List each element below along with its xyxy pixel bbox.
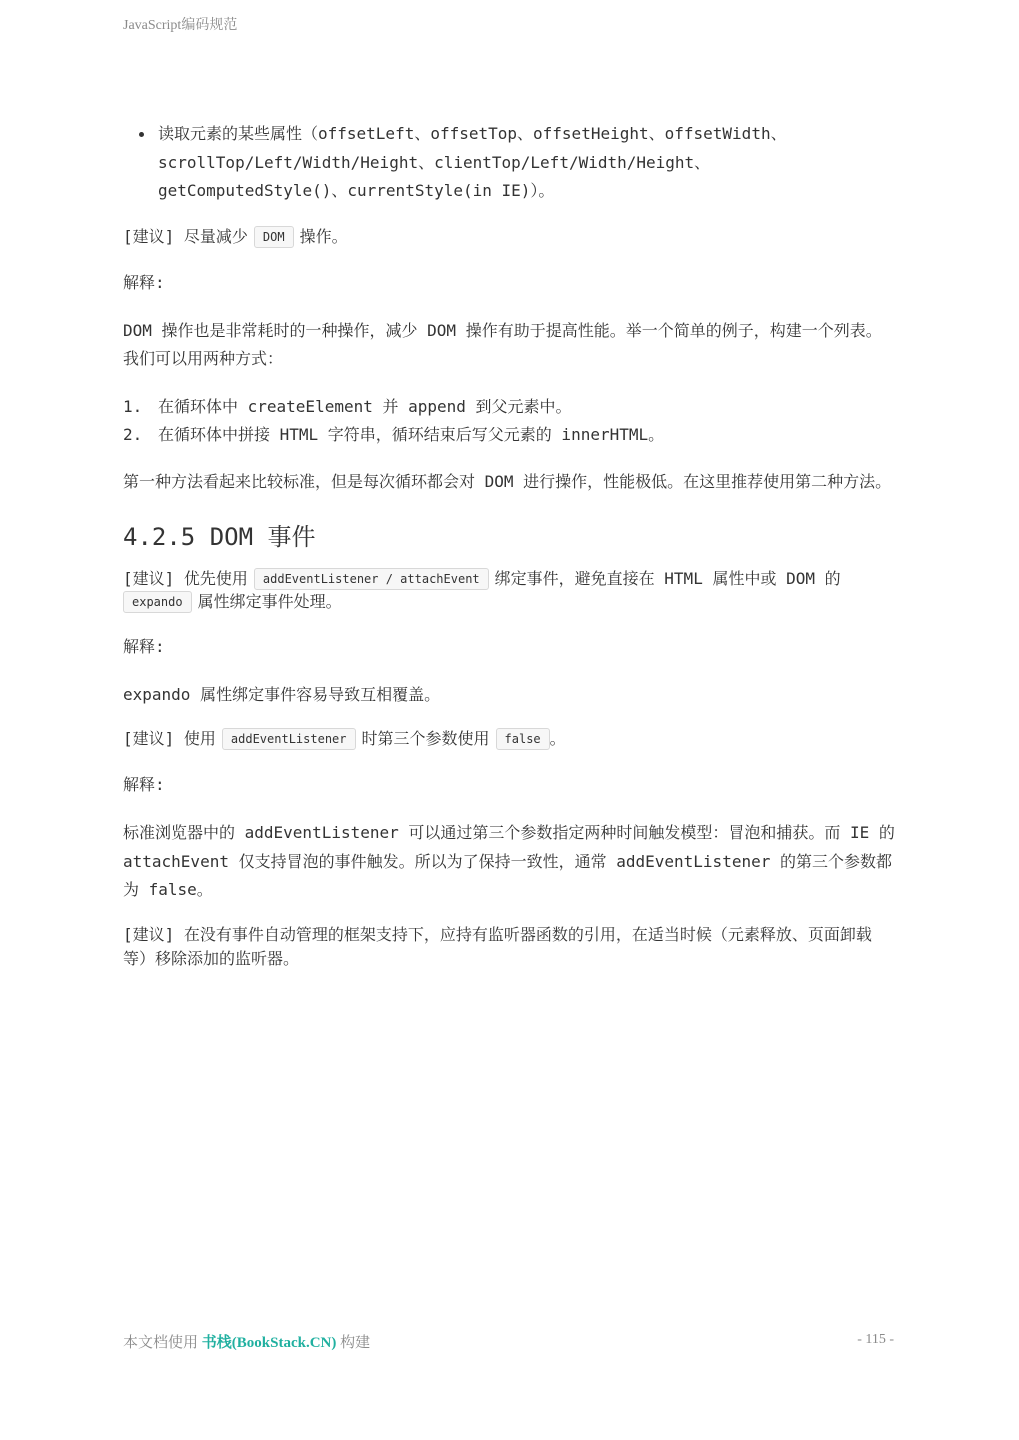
rule-text: [建议] 优先使用 <box>123 569 248 588</box>
inline-code: addEventListener <box>222 728 356 750</box>
footer-text: 构建 <box>340 1335 371 1351</box>
list-text: 在循环体中拼接 HTML 字符串，循环结束后写父元素的 innerHTML。 <box>158 425 665 444</box>
footer-text: 本文档使用 <box>123 1335 199 1351</box>
list-item <box>123 421 895 450</box>
paragraph: 标准浏览器中的 addEventListener 可以通过第三个参数指定两种时间触发模型：冒泡和捕获。而 IE 的 attachEvent 仅支持冒泡的事件触发。所以为了保持一致性，通常 addEventListener 的第三个参数都为 false。 <box>123 823 895 899</box>
section-heading: 4.2.5 DOM 事件 <box>123 523 316 551</box>
page-header-title: JavaScript编码规范 <box>123 18 238 33</box>
rule-text: 绑定事件，避免直接在 HTML 属性中或 DOM 的 <box>494 569 841 588</box>
rule-reduce-dom <box>123 225 895 249</box>
inline-code: expando <box>123 591 192 613</box>
paragraph: expando 属性绑定事件容易导致互相覆盖。 <box>123 685 441 704</box>
explain-label: 解释: <box>123 775 165 794</box>
bullet-list <box>123 120 895 206</box>
explain-label: 解释: <box>123 637 165 656</box>
explain-label: 解释: <box>123 272 165 292</box>
rule-third-param-false <box>123 727 895 751</box>
paragraph: DOM 操作也是非常耗时的一种操作，减少 DOM 操作有助于提高性能。举一个简单的例子，构建一个列表。我们可以用两种方式： <box>123 320 882 368</box>
paragraph: 第一种方法看起来比较标准，但是每次循环都会对 DOM 进行操作，性能极低。在这里推荐使用第二种方法。 <box>123 471 892 491</box>
footer-credit <box>123 1331 370 1352</box>
list-item: 读取元素的某些属性（offsetLeft、offsetTop、offsetHeight、offsetWidth、scrollTop/Left/Width/Height、clientTop/Left/Width/Height、getComputedStyle()、currentStyle(in IE)）。 <box>123 120 895 206</box>
inline-code: false <box>496 728 550 750</box>
numbered-list <box>123 393 895 450</box>
rule-text: 。 <box>549 729 566 748</box>
rule-text: 时第三个参数使用 <box>361 729 490 748</box>
rule-text: 属性绑定事件处理。 <box>197 592 342 611</box>
page-content <box>123 120 895 971</box>
list-text: 在循环体中 createElement 并 append 到父元素中。 <box>158 396 572 416</box>
list-number: 1. <box>123 396 143 416</box>
bookstack-link[interactable]: 书栈(BookStack.CN) <box>201 1335 337 1351</box>
page-number: - 115 - <box>857 1332 894 1347</box>
rule-text: [建议] 尽量减少 <box>123 226 248 246</box>
rule-text: [建议] 使用 <box>123 729 216 748</box>
list-item <box>123 393 895 422</box>
rule-text: 操作。 <box>299 226 348 246</box>
inline-code: addEventListener / attachEvent <box>254 568 489 590</box>
list-number: 2. <box>123 425 143 444</box>
rule-prefer-addeventlistener <box>123 567 895 613</box>
rule-remove-listeners: [建议] 在没有事件自动管理的框架支持下，应持有监听器函数的引用，在适当时候（元素释放、页面卸载等）移除添加的监听器。 <box>123 924 872 968</box>
inline-code: DOM <box>254 226 294 248</box>
